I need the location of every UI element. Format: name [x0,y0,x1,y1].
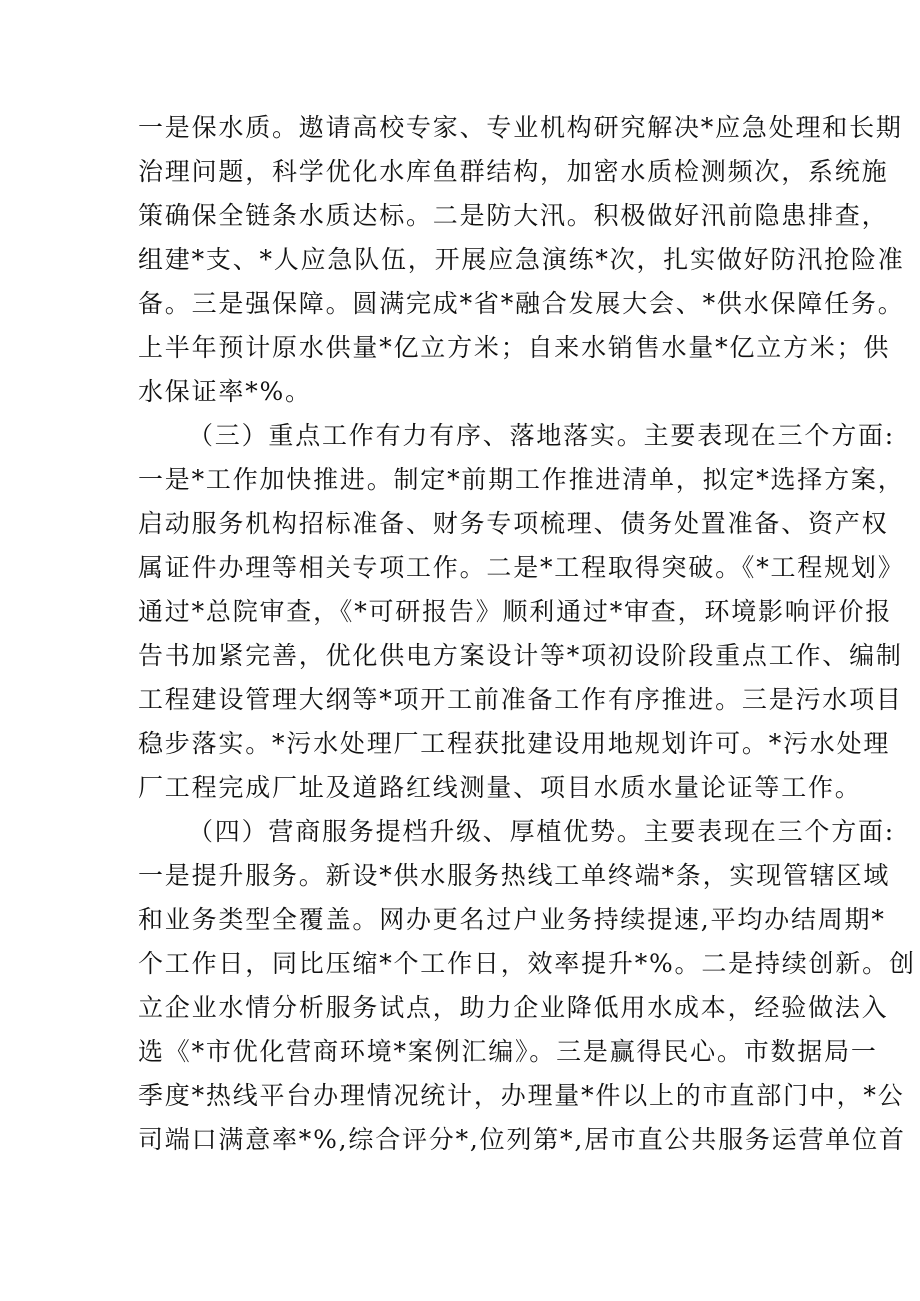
text-line: 属证件办理等相关专项工作。二是*工程取得突破。《*工程规划》 [138,553,905,582]
text-line: 厂工程完成厂址及道路红线测量、项目水质水量论证等工作。 [138,773,862,802]
text-line: 上半年预计原水供量*亿立方米；自来水销售水量*亿立方米；供 [138,333,891,362]
section-heading-4: （四）营商服务提档升级、厚植优势。主要表现在三个方面: [188,817,896,846]
text-line: 治理问题，科学优化水库鱼群结构，加密水质检测频次，系统施 [138,157,889,186]
text-line: 告书加紧完善，优化供电方案设计等*项初设阶段重点工作、编制 [138,641,903,670]
text-line: 一是保水质。遨请高校专家、专业机构研究解决*应急处理和长期 [138,113,903,142]
text-line: 个工作日，同比压缩*个工作日，效率提升*%。二是持续创新。创 [138,949,916,978]
text-line: 一是提升服务。新设*供水服务热线工单终端*条，实现管辖区域 [138,861,891,890]
text-line: 组建*支、*人应急队伍，开展应急演练*次，扎实做好防汛抢险准 [138,245,905,274]
text-line: 启动服务机构招标准备、财务专项梳理、债务处置准备、资产权 [138,509,889,538]
text-line: 一是*工作加快推进。制定*前期工作推进清单，拟定*选择方案， [138,465,905,494]
text-line: 策确保全链条水质达标。二是防大汛。积极做好汛前隐患排查， [138,201,889,230]
text-line: 稳步落实。*污水处理厂工程获批建设用地规划许可。*污水处理 [138,729,891,758]
text-line: 水保证率*%。 [138,377,312,406]
text-line: 选《*市优化营商环境*案例汇编》。三是赢得民心。市数据局一 [138,1037,878,1066]
text-line: 工程建设管理大纲等*项开工前准备工作有序推进。三是污水项目 [138,685,903,714]
text-line: 司端口满意率*%,综合评分*,位列第*,居市直公共服务运营单位首 [138,1125,906,1154]
text-line: 季度*热线平台办理情况统计，办理量*件以上的市直部门中，*公 [138,1081,905,1110]
text-line: 立企业水情分析服务试点，助力企业降低用水成本，经验做法入 [138,993,889,1022]
section-heading-3: （三）重点工作有力有序、落地落实。主要表现在三个方面: [188,421,896,450]
text-line: 通过*总院审查，《*可研报告》顺利通过*审查，环境影响评价报 [138,597,893,626]
text-line: 和业务类型全覆盖。网办更名过户业务持续提速,平均办结周期* [138,905,886,934]
text-line: 备。三是强保障。圆满完成*省*融合发展大会、*供水保障任务。 [138,289,905,318]
